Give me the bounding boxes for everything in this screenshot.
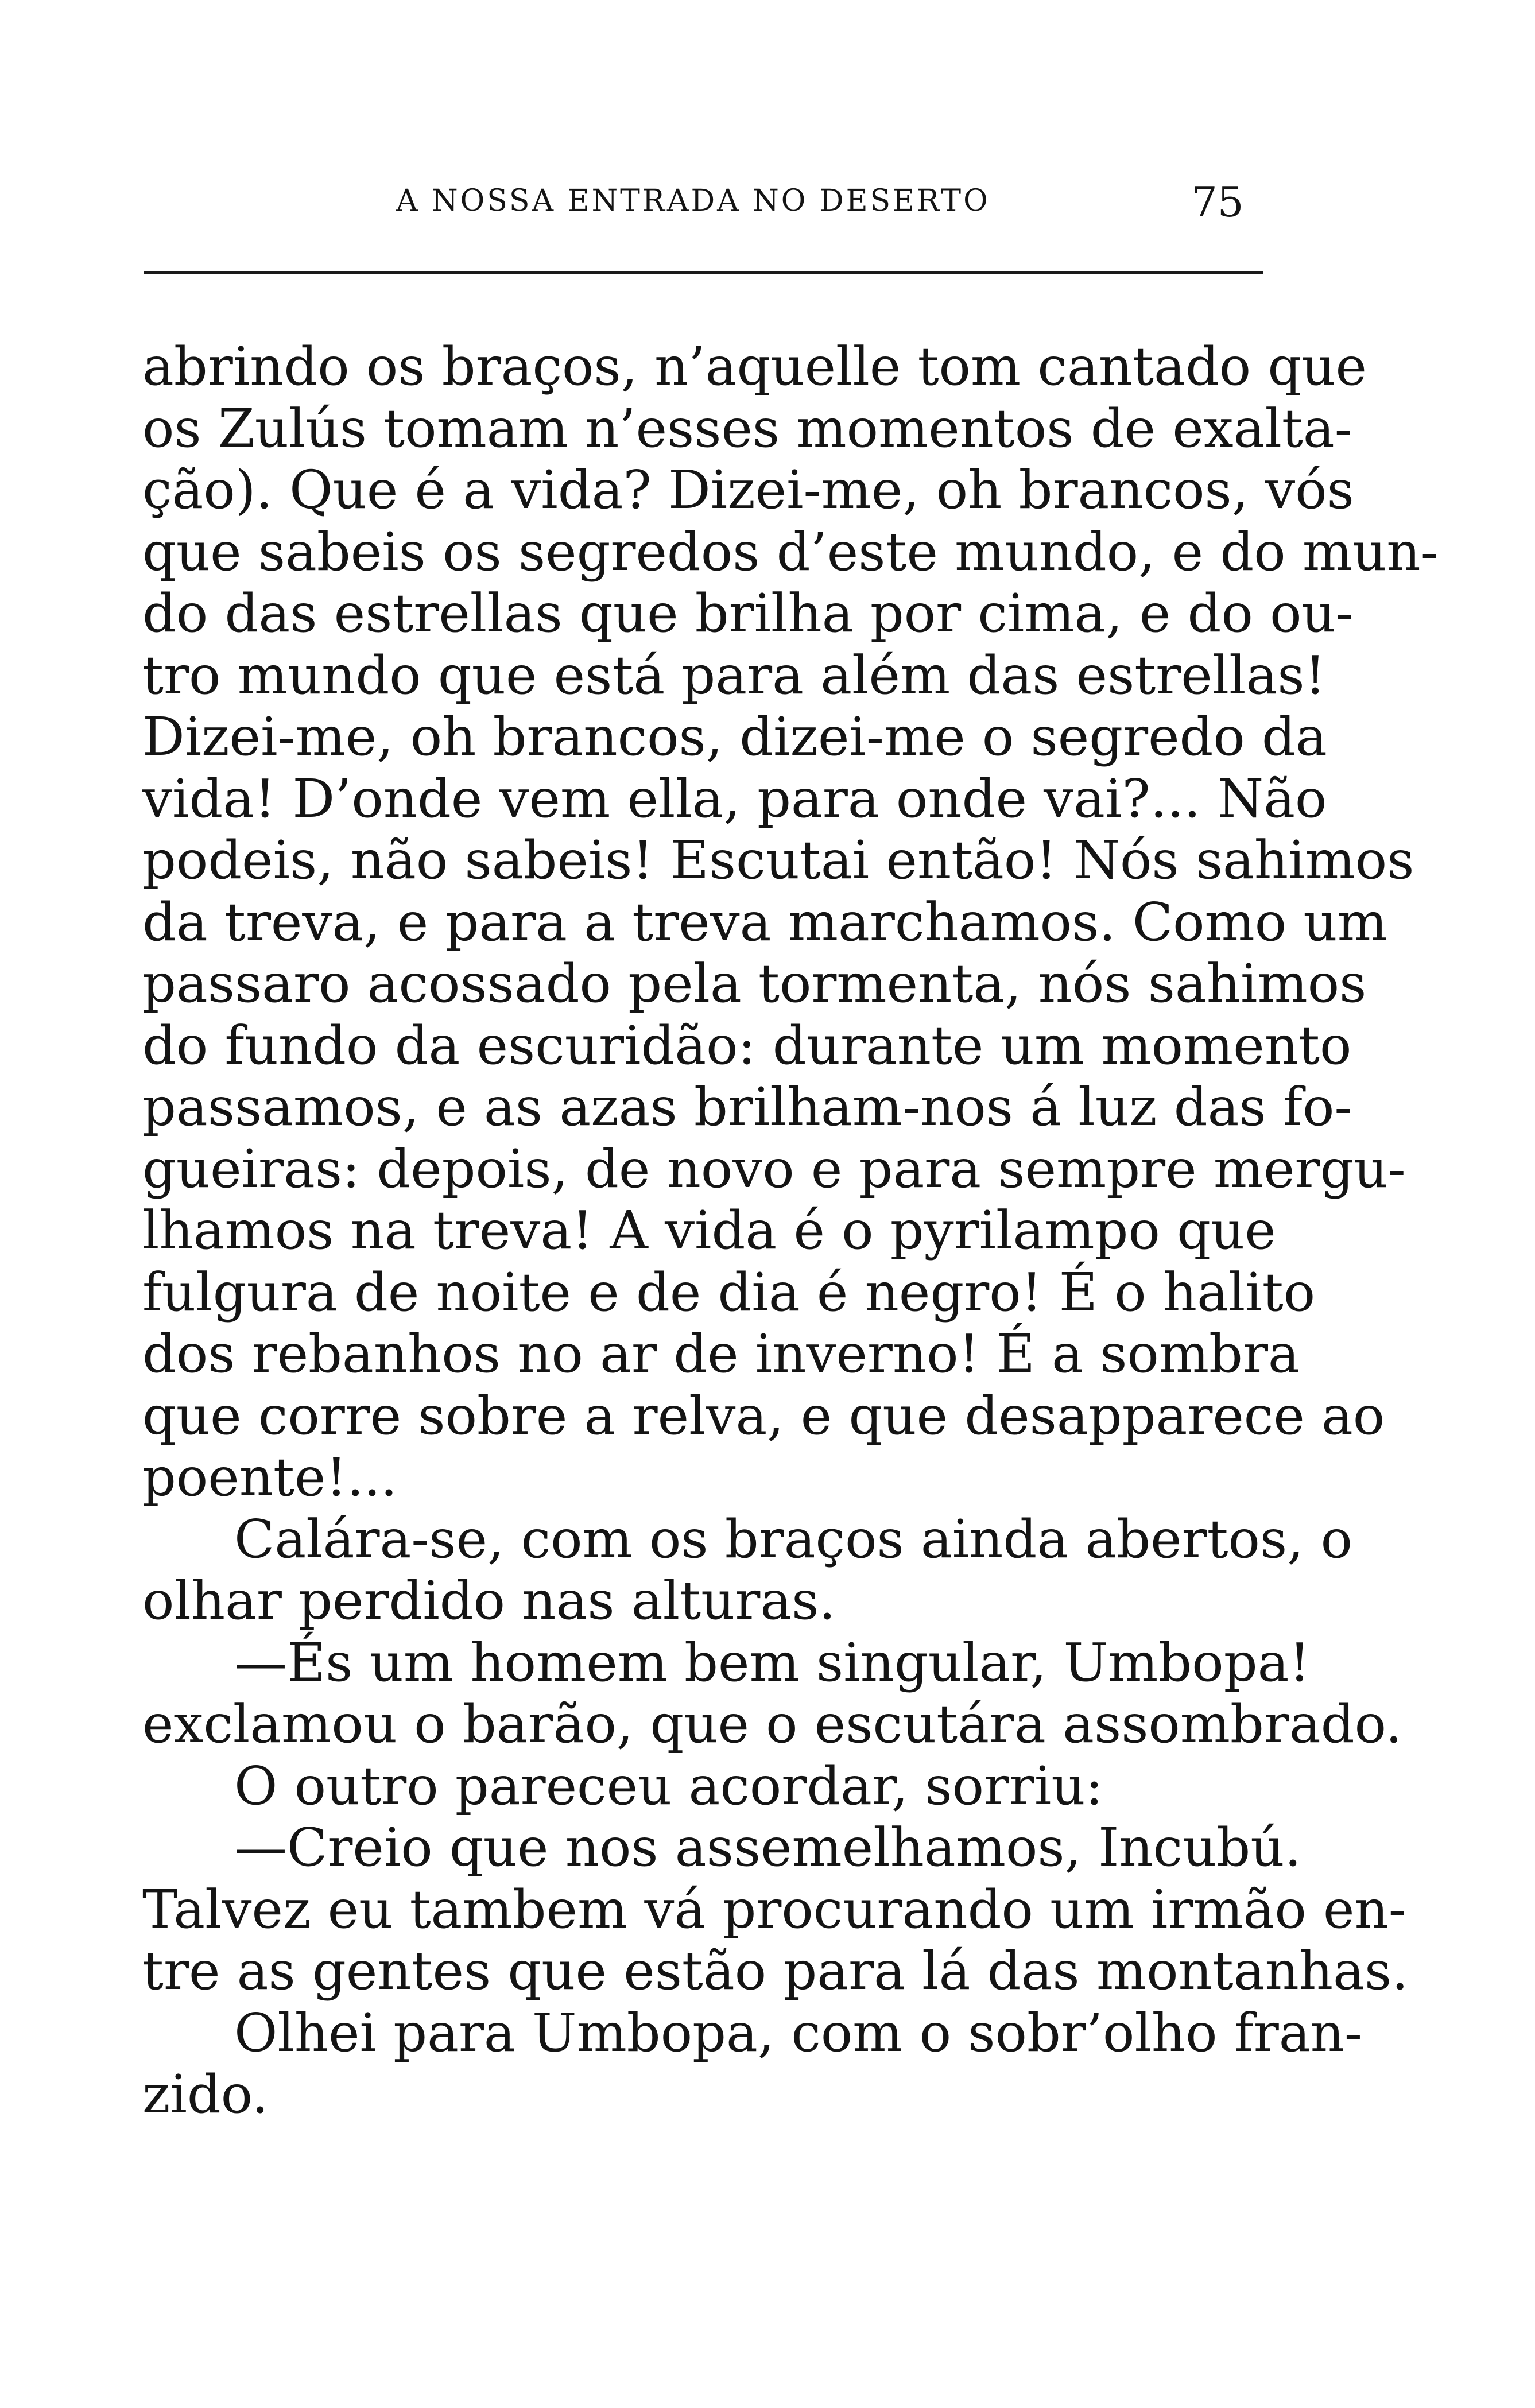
text-line: dos rebanhos no ar de inverno! É a sombra: [142, 1323, 1300, 1385]
text-line: —És um homem bem singular, Umbopa!: [234, 1631, 1311, 1693]
text-line: que corre sobre a relva, e que desapparece ao: [142, 1385, 1385, 1447]
page-header: [396, 178, 1257, 224]
page-number: 75: [1191, 178, 1244, 226]
text-line: exclamou o barão, que o escutára assombrado.: [142, 1693, 1402, 1755]
header-rule: [144, 271, 1263, 274]
text-line: da treva, e para a treva marchamos. Como um: [142, 891, 1387, 953]
text-line: Calára-se, com os braços ainda abertos, o: [234, 1508, 1353, 1570]
text-line: fulgura de noite e de dia é negro! É o halito: [142, 1261, 1316, 1323]
text-line: O outro pareceu acordar, sorriu:: [234, 1755, 1103, 1817]
text-line: gueiras: depois, de novo e para sempre mergu-: [142, 1138, 1406, 1200]
text-line: —Creio que nos assemelhamos, Incubú.: [234, 1817, 1301, 1878]
text-line: Talvez eu tambem vá procurando um irmão en-: [142, 1878, 1406, 1940]
running-title: A NOSSA ENTRADA NO DESERTO: [396, 184, 990, 218]
text-line: Olhei para Umbopa, com o sobr’olho fran-: [234, 2002, 1362, 2064]
text-line: podeis, não sabeis! Escutai então! Nós sahimos: [142, 829, 1414, 891]
text-line: do fundo da escuridão: durante um momento: [142, 1014, 1352, 1076]
text-line: abrindo os braços, n’aquelle tom cantado que: [142, 336, 1367, 397]
body-text: [142, 336, 1439, 2126]
text-line: os Zulús tomam n’esses momentos de exalta-: [142, 397, 1352, 459]
text-line: tre as gentes que estão para lá das montanhas.: [142, 1940, 1409, 2002]
text-line: Dizei-me, oh brancos, dizei-me o segredo da: [142, 706, 1327, 767]
text-line: poente!...: [142, 1447, 398, 1508]
text-line: zido.: [142, 2064, 269, 2125]
text-line: olhar perdido nas alturas.: [142, 1570, 836, 1631]
text-line: do das estrellas que brilha por cima, e do ou-: [142, 583, 1354, 644]
text-line: que sabeis os segredos d’este mundo, e do mun-: [142, 521, 1439, 583]
text-line: passaro acossado pela tormenta, nós sahimos: [142, 953, 1367, 1014]
text-line: tro mundo que está para além das estrellas!: [142, 644, 1326, 706]
text-line: ção). Que é a vida? Dizei-me, oh brancos, vós: [142, 459, 1354, 521]
text-line: lhamos na treva! A vida é o pyrilampo que: [142, 1200, 1276, 1261]
text-line: passamos, e as azas brilham-nos á luz das fo-: [142, 1076, 1352, 1138]
text-line: vida! D’onde vem ella, para onde vai?... Não: [142, 767, 1327, 829]
